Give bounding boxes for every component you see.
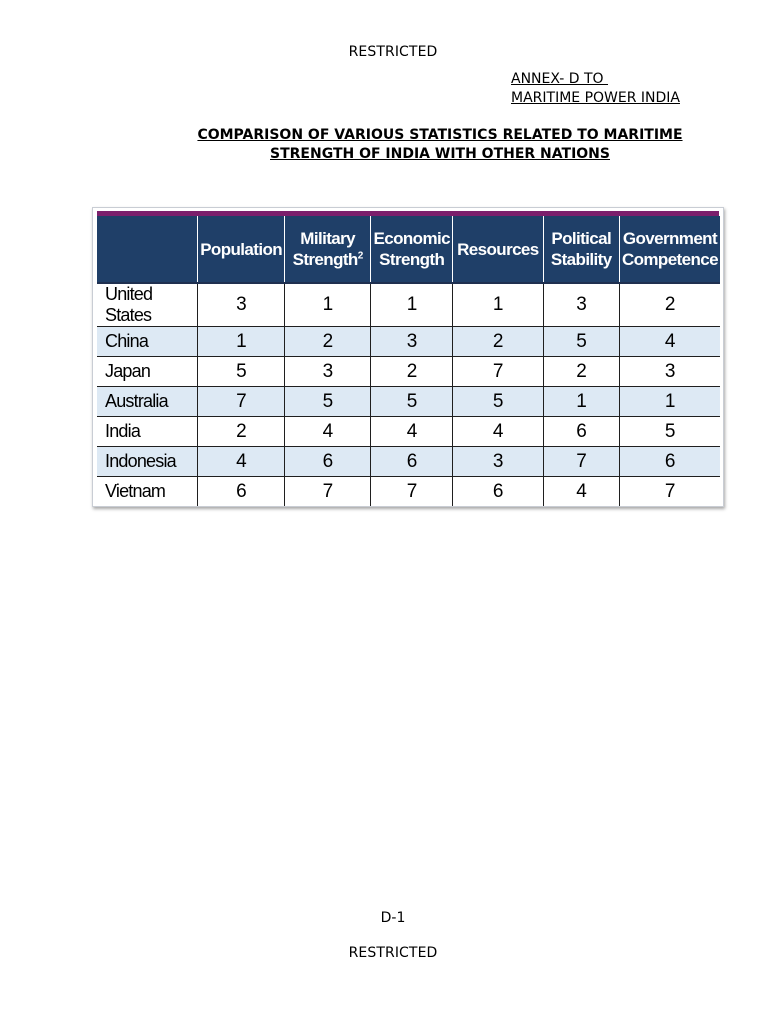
column-header: Resources [453, 216, 543, 283]
comparison-table-panel [92, 207, 724, 507]
rank-cell: 2 [619, 283, 720, 327]
rank-cell: 2 [453, 327, 543, 357]
rank-cell: 5 [198, 357, 285, 387]
page-number: D-1 [380, 910, 406, 926]
rank-cell: 6 [198, 477, 285, 507]
rank-cell: 7 [371, 477, 453, 507]
rank-cell: 3 [285, 357, 371, 387]
rank-cell: 6 [371, 447, 453, 477]
classification-footer: RESTRICTED [348, 945, 438, 961]
rank-cell: 4 [198, 447, 285, 477]
rank-cell: 7 [285, 477, 371, 507]
rank-cell: 5 [285, 387, 371, 417]
rank-cell: 4 [453, 417, 543, 447]
rank-cell: 6 [543, 417, 619, 447]
column-header: Government Competence [619, 216, 720, 283]
rank-cell: 2 [198, 417, 285, 447]
rank-cell: 7 [198, 387, 285, 417]
table-row [97, 387, 720, 417]
country-cell: India [97, 417, 198, 447]
annex-line-2: MARITIME POWER INDIA [511, 90, 680, 106]
column-header: Economic Strength [371, 216, 453, 283]
column-header: Political Stability [543, 216, 619, 283]
country-cell: Australia [97, 387, 198, 417]
page-title [150, 126, 730, 164]
rank-cell: 7 [664, 480, 675, 502]
rank-cell: 5 [453, 387, 543, 417]
rank-cell: 1 [543, 387, 619, 417]
country-cell: Indonesia [97, 447, 198, 477]
rank-cell: 3 [198, 283, 285, 327]
rank-cell: 4 [543, 477, 619, 507]
table-row [97, 327, 720, 357]
rank-cell: 6 [453, 477, 543, 507]
rank-cell: 2 [543, 357, 619, 387]
country-cell: United States [97, 283, 198, 327]
table-row [97, 447, 720, 477]
rank-cell: 1 [285, 283, 371, 327]
rank-cell: 6 [619, 447, 720, 477]
annex-line-1: ANNEX- D TO [511, 71, 609, 87]
country-cell: Japan [97, 357, 198, 387]
rank-cell: 2 [285, 327, 371, 357]
country-cell: Vietnam [97, 477, 198, 507]
rank-cell: 3 [543, 283, 619, 327]
rank-cell: 5 [543, 327, 619, 357]
table-row [97, 357, 720, 387]
rank-cell: 4 [285, 417, 371, 447]
rank-cell: 6 [285, 447, 371, 477]
rank-cell: 4 [371, 417, 453, 447]
table-row [97, 417, 720, 447]
column-header: Population [198, 216, 285, 283]
rank-cell: 3 [453, 447, 543, 477]
rank-cell: 3 [619, 357, 720, 387]
comparison-table [97, 216, 720, 506]
rank-cell: 1 [371, 283, 453, 327]
title-line-1: COMPARISON OF VARIOUS STATISTICS RELATED TO MARITIME [197, 127, 683, 143]
rank-cell: 1 [198, 327, 285, 357]
column-header: Military Strength$^2$ [285, 216, 371, 283]
rank-cell: 7 [543, 447, 619, 477]
rank-cell: 5 [619, 417, 720, 447]
rank-cell: 4 [619, 327, 720, 357]
rank-cell: 7 [453, 357, 543, 387]
table-row [97, 477, 720, 507]
rank-cell: 1 [619, 387, 720, 417]
classification-header: RESTRICTED [348, 44, 438, 60]
rank-cell: 1 [453, 283, 543, 327]
table-header-row [97, 216, 720, 283]
table-row [97, 283, 720, 327]
annex-reference [511, 70, 680, 108]
country-cell: China [97, 327, 198, 357]
rank-cell: 5 [371, 387, 453, 417]
title-line-2: STRENGTH OF INDIA WITH OTHER NATIONS [270, 146, 610, 162]
header-corner [97, 216, 198, 283]
rank-cell: 3 [371, 327, 453, 357]
rank-cell: 2 [371, 357, 453, 387]
